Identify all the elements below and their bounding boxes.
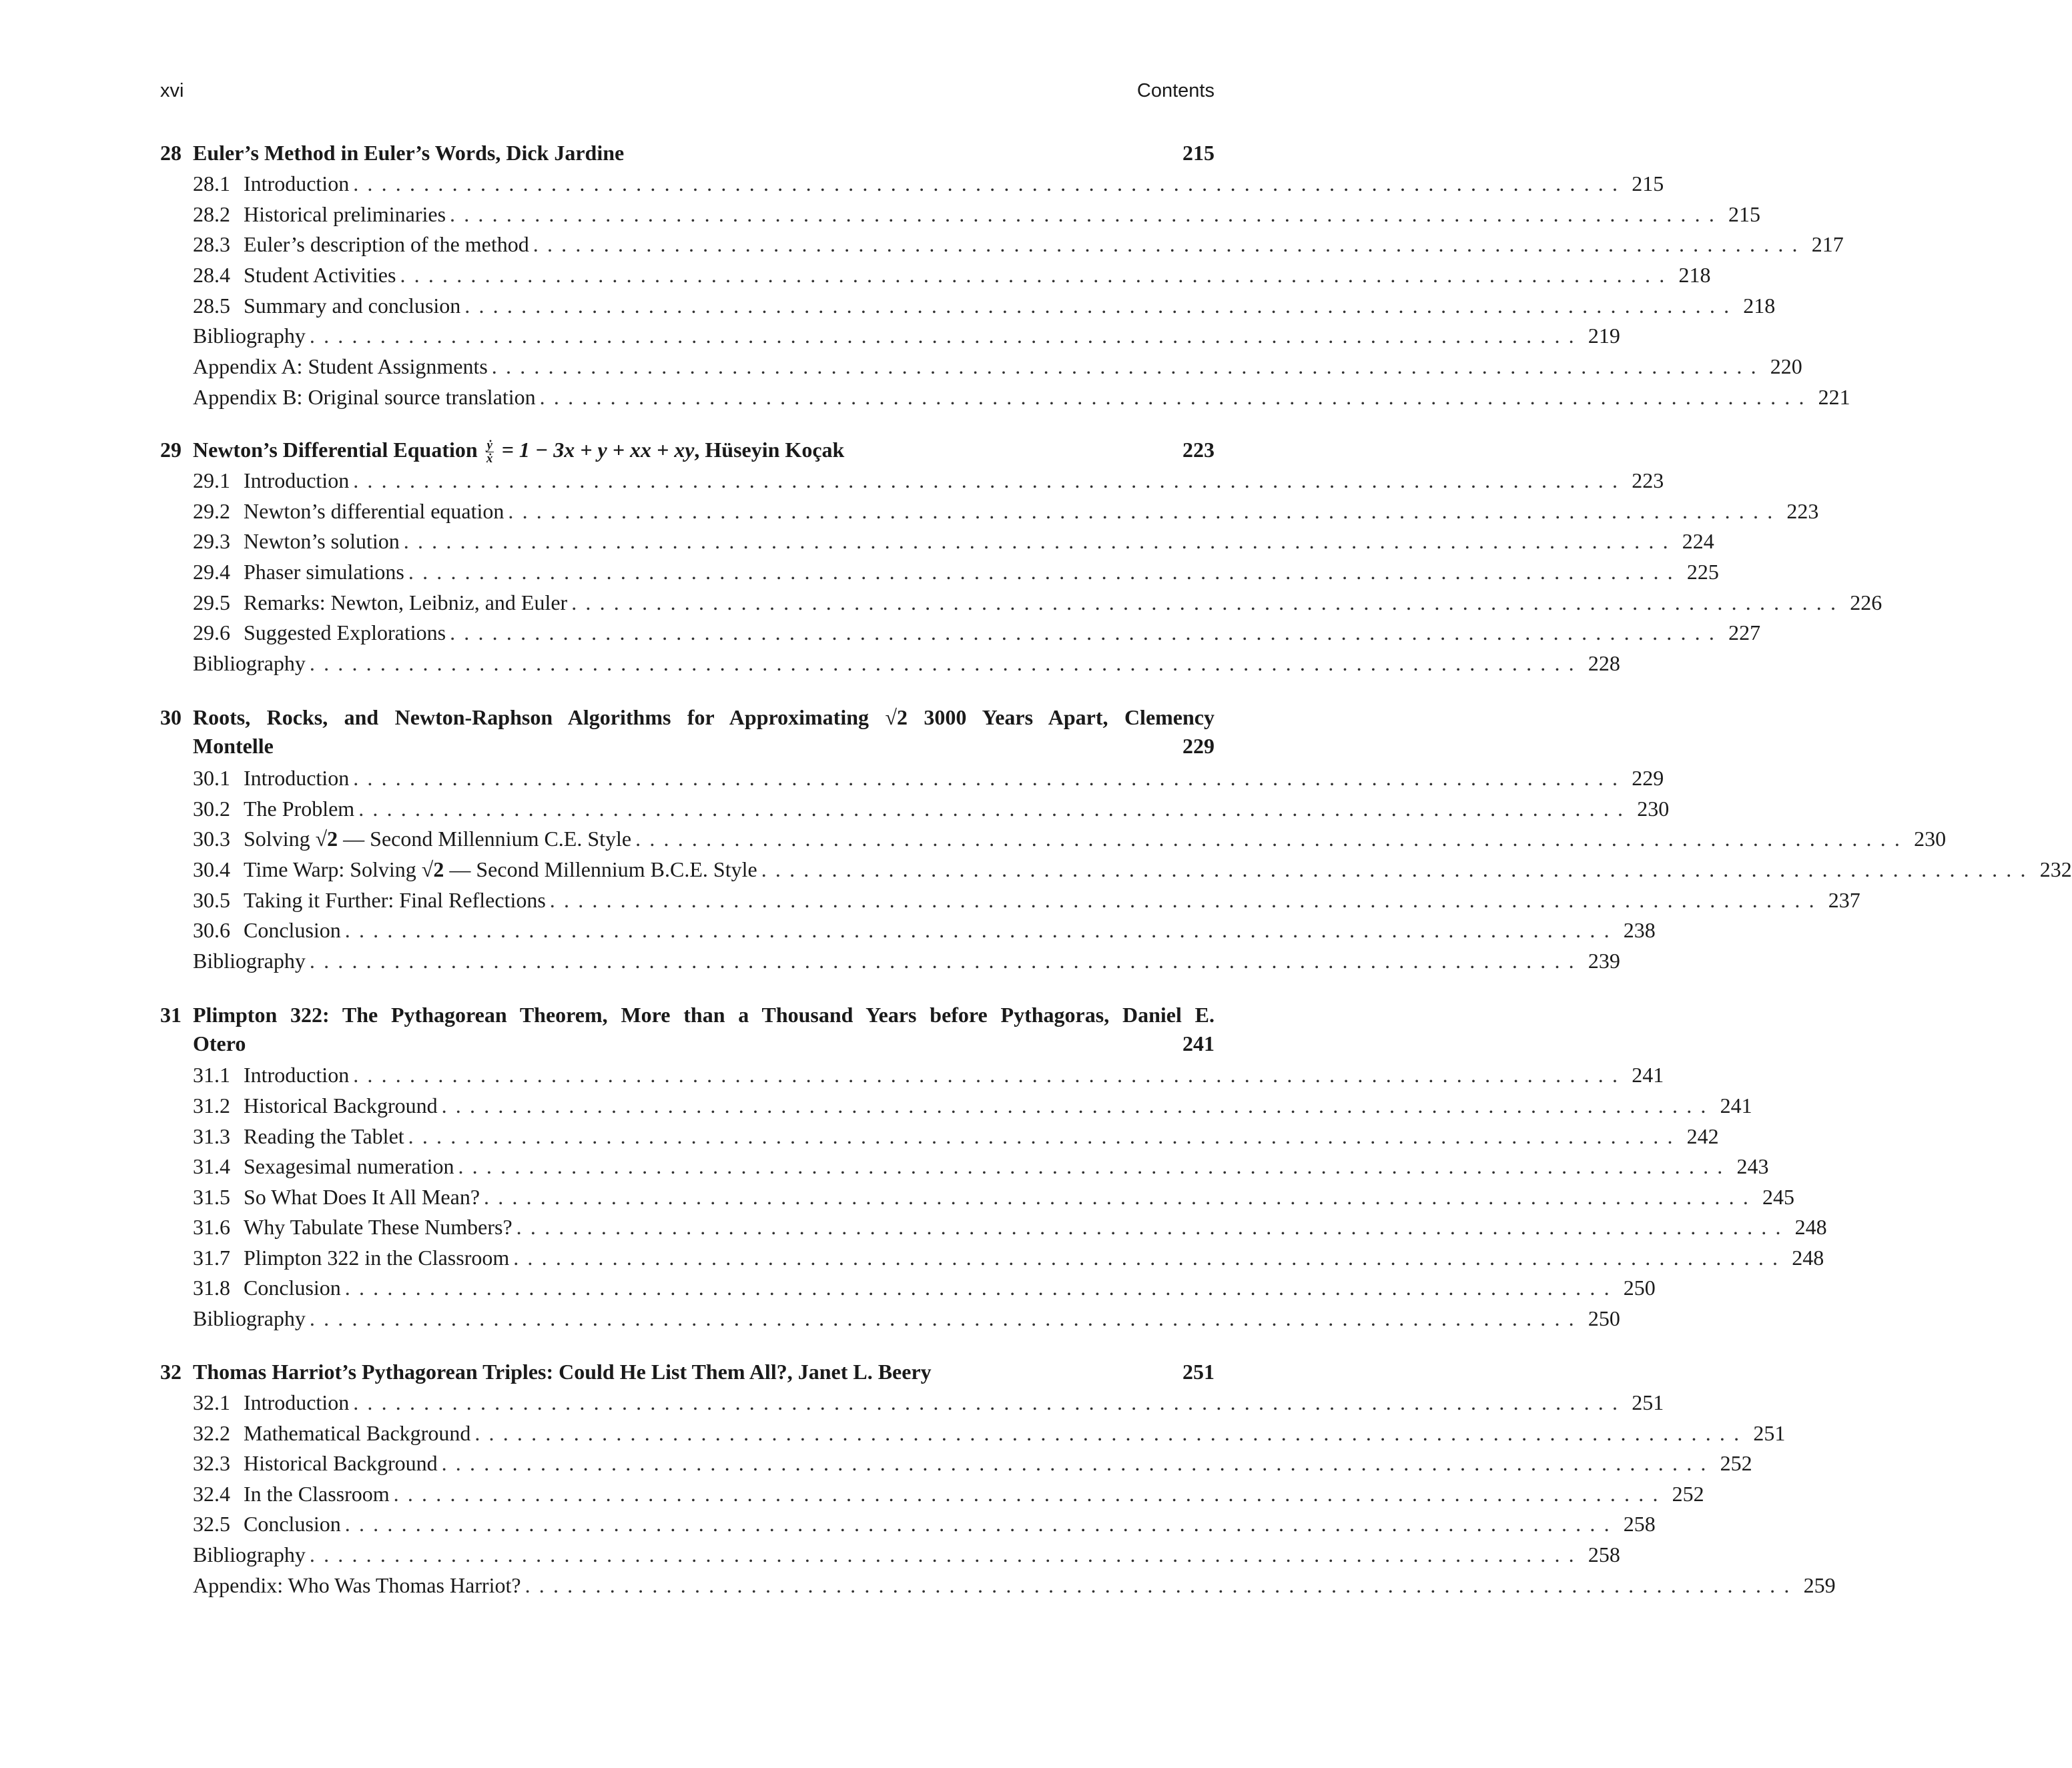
equation: = 1 − 3x + y + xx + xy — [501, 438, 695, 462]
chapter-page: 241 — [1182, 1031, 1215, 1055]
entry-page: 251 — [1753, 1421, 1786, 1445]
entry-number: 28.2 — [193, 202, 230, 226]
toc-entry[interactable] — [193, 292, 1776, 320]
entry-number: 28.1 — [193, 171, 230, 195]
toc-entry[interactable] — [193, 588, 1882, 617]
dot-leader: .......................................................................................... — [309, 324, 1583, 348]
entry-number: 30.3 — [193, 827, 230, 851]
section-name: Contents — [1136, 80, 1215, 101]
chapter-title — [193, 436, 844, 464]
entry-page: 259 — [1803, 1573, 1836, 1597]
entry-label: Newton’s solution — [244, 529, 400, 553]
toc-entry[interactable] — [193, 497, 1819, 526]
dot-leader: .......................................................................................... — [450, 202, 1724, 226]
entry-label: Conclusion — [244, 1512, 341, 1536]
entry-page: 245 — [1762, 1185, 1795, 1209]
entry-number: 32.4 — [193, 1482, 230, 1506]
toc-entry[interactable] — [193, 558, 1719, 586]
entry-page: 230 — [1914, 827, 1947, 851]
entry-page: 215 — [1728, 202, 1761, 226]
entry-page: 227 — [1728, 620, 1761, 644]
toc-entry[interactable] — [193, 1419, 1786, 1448]
chapter-title-line2: Otero — [193, 1031, 246, 1055]
entry-page: 219 — [1588, 324, 1620, 348]
toc-entry[interactable] — [193, 1449, 1752, 1478]
entry-page: 217 — [1811, 232, 1844, 256]
entry-label: Plimpton 322 in the Classroom — [244, 1246, 510, 1270]
entry-page: 250 — [1623, 1276, 1656, 1300]
dot-leader: .......................................................................................... — [353, 1063, 1627, 1087]
fraction-denominator: ẋ — [486, 452, 493, 466]
toc-entry[interactable] — [193, 169, 1664, 198]
sqrt-two-symbol: √2 — [315, 827, 338, 851]
entry-label: Phaser simulations — [244, 560, 404, 584]
entry-page: 241 — [1720, 1093, 1752, 1118]
dot-leader: .......................................................................................... — [403, 529, 1677, 553]
entry-page: 221 — [1818, 385, 1850, 409]
entry-page: 215 — [1632, 171, 1664, 195]
entry-page: 224 — [1682, 529, 1714, 553]
chapter-number: 31 — [160, 1003, 182, 1027]
entry-number: 30.2 — [193, 797, 230, 821]
entry-label: Bibliography — [193, 651, 306, 675]
dot-leader: .......................................................................................... — [344, 1512, 1618, 1536]
entry-page: 250 — [1588, 1306, 1620, 1330]
entry-page: 258 — [1623, 1512, 1656, 1536]
entry-page: 252 — [1720, 1451, 1752, 1475]
entry-label: Appendix: Who Was Thomas Harriot? — [193, 1573, 521, 1597]
dot-leader: .......................................................................................... — [400, 263, 1674, 287]
entry-number: 30.4 — [193, 857, 230, 881]
entry-label-text: Time Warp: Solving — [244, 857, 422, 881]
toc-entry[interactable] — [193, 466, 1664, 495]
entry-number: 30.1 — [193, 766, 230, 790]
toc-entry[interactable] — [193, 230, 1844, 259]
toc-entry[interactable] — [193, 1091, 1752, 1120]
entry-number: 28.4 — [193, 263, 230, 287]
entry-label: Appendix B: Original source translation — [193, 385, 536, 409]
dot-leader: .......................................................................................... — [450, 620, 1724, 644]
entry-page: 243 — [1736, 1154, 1769, 1178]
toc-entry[interactable] — [193, 649, 1620, 678]
entry-page: 226 — [1850, 590, 1882, 614]
dot-leader: .......................................................................................... — [571, 590, 1845, 614]
entry-label: Conclusion — [244, 918, 341, 942]
entry-label-text: — Second Millennium B.C.E. Style — [444, 857, 757, 881]
entry-number: 31.4 — [193, 1154, 230, 1178]
entry-label: Conclusion — [244, 1276, 341, 1300]
toc-entry[interactable] — [193, 322, 1620, 350]
toc-entry[interactable] — [193, 886, 1860, 915]
toc-entry[interactable] — [193, 261, 1711, 290]
entry-label: Sexagesimal numeration — [244, 1154, 454, 1178]
dot-leader: .......................................................................................... — [358, 797, 1632, 821]
chapter-page: 251 — [1182, 1360, 1215, 1384]
fraction-numerator: ẏ — [486, 438, 492, 453]
entry-label: Taking it Further: Final Reflections — [244, 888, 546, 912]
entry-label — [244, 825, 635, 853]
dot-leader: .......................................................................................... — [441, 1451, 1715, 1475]
toc-entry[interactable] — [193, 764, 1664, 793]
dot-leader: .......................................................................................... — [474, 1421, 1748, 1445]
entry-label: Remarks: Newton, Leibniz, and Euler — [244, 590, 568, 614]
dot-leader: .......................................................................................... — [513, 1246, 1787, 1270]
dot-leader: .......................................................................................... — [549, 888, 1823, 912]
entry-number: 31.6 — [193, 1215, 230, 1239]
dot-leader: .......................................................................................... — [353, 468, 1627, 492]
entry-label: Summary and conclusion — [244, 294, 461, 318]
entry-number: 30.5 — [193, 888, 230, 912]
toc-entry[interactable] — [193, 1510, 1656, 1538]
fraction — [486, 440, 494, 464]
entry-label: Student Activities — [244, 263, 396, 287]
entry-label-text: — Second Millennium C.E. Style — [338, 827, 632, 851]
toc-entry[interactable] — [193, 1152, 1769, 1181]
toc-entry[interactable] — [193, 795, 1670, 823]
entry-label: The Problem — [244, 797, 355, 821]
entry-number: 32.5 — [193, 1512, 230, 1536]
entry-number: 31.7 — [193, 1246, 230, 1270]
entry-number: 29.5 — [193, 590, 230, 614]
toc-entry[interactable] — [193, 527, 1714, 556]
entry-label-text: Solving — [244, 827, 316, 851]
dot-leader: .......................................................................................... — [309, 651, 1583, 675]
entry-page: 258 — [1588, 1542, 1620, 1567]
entry-number: 31.3 — [193, 1124, 230, 1148]
toc-entry[interactable] — [193, 916, 1656, 945]
chapter-title: Euler’s Method in Euler’s Words, Dick Jardine — [193, 141, 625, 165]
entry-page: 252 — [1672, 1482, 1704, 1506]
entry-label: Introduction — [244, 468, 350, 492]
dot-leader: .......................................................................................... — [408, 560, 1682, 584]
toc-entry[interactable] — [193, 1244, 1824, 1272]
dot-leader: .......................................................................................... — [635, 827, 1909, 851]
entry-page: 248 — [1792, 1246, 1824, 1270]
entry-label: Introduction — [244, 1390, 350, 1414]
entry-number: 30.6 — [193, 918, 230, 942]
entry-number: 29.1 — [193, 468, 230, 492]
entry-number: 29.4 — [193, 560, 230, 584]
dot-leader: .......................................................................................... — [441, 1093, 1715, 1118]
entry-label: Euler’s description of the method — [244, 232, 529, 256]
entry-number: 29.2 — [193, 499, 230, 523]
entry-label: Bibliography — [193, 1306, 306, 1330]
chapter-number: 30 — [160, 705, 182, 729]
entry-label: Reading the Tablet — [244, 1124, 404, 1148]
entry-page: 242 — [1686, 1124, 1719, 1148]
entry-number: 28.3 — [193, 232, 230, 256]
dot-leader: .......................................................................................... — [484, 1185, 1758, 1209]
entry-label: Introduction — [244, 766, 350, 790]
entry-number: 29.3 — [193, 529, 230, 553]
entry-label: Historical preliminaries — [244, 202, 446, 226]
entry-label: Introduction — [244, 1063, 350, 1087]
entry-label — [244, 855, 761, 884]
dot-leader: .......................................................................................... — [761, 857, 2035, 881]
chapter-title-text: Newton’s Differential Equation — [193, 438, 478, 462]
entry-label: Introduction — [244, 171, 350, 195]
dot-leader: .......................................................................................... — [533, 232, 1806, 256]
dot-leader: .......................................................................................... — [458, 1154, 1732, 1178]
dot-leader: .......................................................................................... — [491, 354, 1765, 378]
entry-page: 228 — [1588, 651, 1620, 675]
chapter-title: Thomas Harriot’s Pythagorean Triples: Could He List Them All?, Janet L. Beery — [193, 1360, 932, 1384]
chapter-number: 29 — [160, 438, 182, 462]
dot-leader: .......................................................................................... — [464, 294, 1738, 318]
toc-entry[interactable] — [193, 1304, 1620, 1333]
chapter-number: 32 — [160, 1360, 182, 1384]
entry-page: 238 — [1623, 918, 1656, 942]
chapter-title-line1: Roots, Rocks, and Newton-Raphson Algorithms for Approximating √2 3000 Years Apart, Clemency — [193, 705, 1215, 729]
toc-entry[interactable] — [193, 383, 1850, 412]
entry-page: 218 — [1743, 294, 1776, 318]
entry-page: 251 — [1632, 1390, 1664, 1414]
entry-page: 241 — [1632, 1063, 1664, 1087]
dot-leader: .......................................................................................... — [525, 1573, 1798, 1597]
toc-entry[interactable] — [193, 825, 1947, 853]
entry-label: Bibliography — [193, 949, 306, 973]
toc-entry[interactable] — [193, 1388, 1664, 1417]
entry-label: Mathematical Background — [244, 1421, 471, 1445]
entry-label: Newton’s differential equation — [244, 499, 504, 523]
entry-label: Appendix A: Student Assignments — [193, 354, 488, 378]
toc-entry[interactable] — [193, 200, 1761, 229]
entry-label: Historical Background — [244, 1451, 438, 1475]
toc-entry[interactable] — [193, 352, 1802, 381]
entry-page: 232 — [2039, 857, 2072, 881]
chapter-number: 28 — [160, 141, 182, 165]
dot-leader: .......................................................................................... — [508, 499, 1782, 523]
entry-page: 248 — [1794, 1215, 1827, 1239]
toc-entry[interactable] — [193, 947, 1620, 975]
dot-leader: .......................................................................................... — [516, 1215, 1790, 1239]
sqrt-two-symbol: √2 — [421, 857, 444, 881]
entry-number: 31.2 — [193, 1093, 230, 1118]
entry-number: 28.5 — [193, 294, 230, 318]
dot-leader: .......................................................................................... — [309, 1542, 1583, 1567]
toc-entry[interactable] — [193, 1540, 1620, 1569]
dot-leader: .......................................................................................... — [353, 171, 1627, 195]
chapter-heading-30[interactable] — [160, 703, 1215, 761]
entry-page: 218 — [1678, 263, 1711, 287]
dot-leader: .......................................................................................... — [344, 1276, 1618, 1300]
entry-number: 31.8 — [193, 1276, 230, 1300]
entry-page: 223 — [1786, 499, 1819, 523]
toc-entry[interactable] — [193, 1213, 1827, 1242]
entry-label: Bibliography — [193, 324, 306, 348]
entry-number: 32.2 — [193, 1421, 230, 1445]
chapter-page: 229 — [1182, 734, 1215, 758]
chapter-title-line1: Plimpton 322: The Pythagorean Theorem, More than a Thousand Years before Pythagoras, Daniel E. — [193, 1003, 1215, 1027]
chapter-title-line2: Montelle — [193, 734, 274, 758]
entry-label: Bibliography — [193, 1542, 306, 1567]
entry-page: 239 — [1588, 949, 1620, 973]
entry-label: Why Tabulate These Numbers? — [244, 1215, 512, 1239]
entry-number: 29.6 — [193, 620, 230, 644]
entry-page: 237 — [1828, 888, 1860, 912]
entry-label: In the Classroom — [244, 1482, 390, 1506]
dot-leader: .......................................................................................... — [408, 1124, 1682, 1148]
entry-page: 223 — [1632, 468, 1664, 492]
toc-entry[interactable] — [193, 1480, 1704, 1508]
entry-number: 32.1 — [193, 1390, 230, 1414]
chapter-author: , Hüseyin Koçak — [694, 438, 845, 462]
toc-entry[interactable] — [193, 855, 2072, 884]
dot-leader: .......................................................................................... — [393, 1482, 1667, 1506]
chapter-page: 215 — [1182, 141, 1215, 165]
dot-leader: .......................................................................................... — [353, 1390, 1627, 1414]
entry-number: 31.1 — [193, 1063, 230, 1087]
entry-label: Historical Background — [244, 1093, 438, 1118]
toc-entry[interactable] — [193, 1183, 1795, 1212]
chapter-page: 223 — [1182, 438, 1215, 462]
entry-label: So What Does It All Mean? — [244, 1185, 480, 1209]
dot-leader: .......................................................................................... — [309, 1306, 1583, 1330]
entry-page: 230 — [1637, 797, 1670, 821]
dot-leader: .......................................................................................... — [309, 949, 1583, 973]
dot-leader: .......................................................................................... — [539, 385, 1813, 409]
chapter-heading-31[interactable] — [160, 1001, 1215, 1058]
page-number: xvi — [160, 80, 184, 101]
toc-entry[interactable] — [193, 1571, 1836, 1600]
entry-number: 32.3 — [193, 1451, 230, 1475]
entry-label: Suggested Explorations — [244, 620, 446, 644]
entry-page: 225 — [1686, 560, 1719, 584]
entry-page: 220 — [1770, 354, 1802, 378]
toc-entry[interactable] — [193, 1061, 1664, 1089]
dot-leader: .......................................................................................... — [353, 766, 1627, 790]
toc-entry[interactable] — [193, 1122, 1719, 1151]
entry-page: 229 — [1632, 766, 1664, 790]
dot-leader: .......................................................................................... — [344, 918, 1618, 942]
toc-entry[interactable] — [193, 618, 1761, 647]
toc-entry[interactable] — [193, 1274, 1656, 1302]
entry-number: 31.5 — [193, 1185, 230, 1209]
